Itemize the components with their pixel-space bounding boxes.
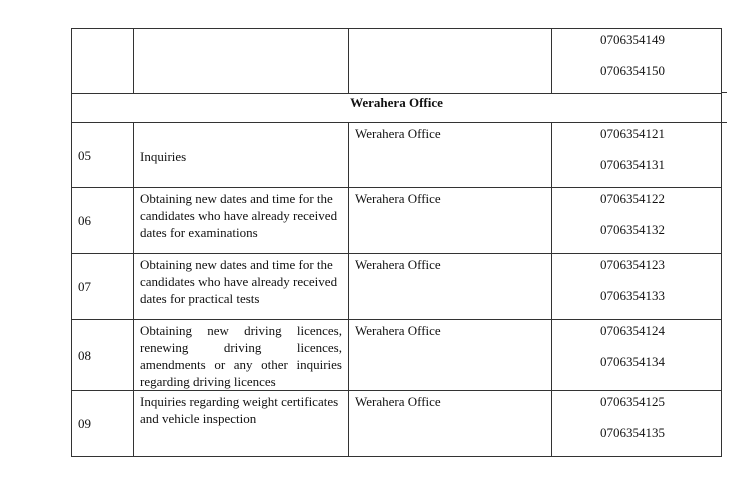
table-row bbox=[72, 29, 722, 94]
table-row bbox=[72, 188, 722, 254]
phone-numbers bbox=[552, 391, 722, 457]
service-description: Inquiries bbox=[134, 123, 349, 188]
phone-number: 0706354125 bbox=[600, 394, 665, 409]
table-row bbox=[72, 320, 722, 391]
row-number: 09 bbox=[72, 391, 134, 457]
phone-numbers bbox=[552, 29, 722, 94]
row-number: 08 bbox=[72, 320, 134, 391]
service-description: Obtaining new driving licences, renewing driving licences, amendments or any other inquiries regarding driving licences bbox=[134, 320, 349, 391]
service-description: Inquiries regarding weight certificates and vehicle inspection bbox=[134, 391, 349, 457]
table-row bbox=[72, 254, 722, 320]
office-name: Werahera Office bbox=[349, 188, 552, 254]
service-description: Obtaining new dates and time for the candidates who have already received dates for practical tests bbox=[134, 254, 349, 320]
phone-number: 0706354124 bbox=[600, 323, 665, 338]
office-name: Werahera Office bbox=[349, 254, 552, 320]
row-number: 05 bbox=[72, 123, 134, 188]
phone-numbers bbox=[552, 320, 722, 391]
phone-number: 0706354131 bbox=[600, 157, 665, 172]
office-contacts-table bbox=[71, 28, 722, 457]
phone-numbers bbox=[552, 188, 722, 254]
phone-number: 0706354133 bbox=[600, 288, 665, 303]
phone-number: 0706354123 bbox=[600, 257, 665, 272]
phone-number: 0706354149 bbox=[600, 32, 665, 47]
service-description bbox=[134, 29, 349, 94]
office-name: Werahera Office bbox=[349, 123, 552, 188]
phone-numbers bbox=[552, 123, 722, 188]
table-border-extension bbox=[721, 122, 727, 123]
row-number bbox=[72, 29, 134, 94]
table-row bbox=[72, 123, 722, 188]
section-header-row bbox=[72, 94, 722, 123]
section-title: Werahera Office bbox=[72, 94, 722, 123]
phone-number: 0706354134 bbox=[600, 354, 665, 369]
phone-number: 0706354121 bbox=[600, 126, 665, 141]
table-border-extension bbox=[721, 92, 727, 93]
phone-number: 0706354135 bbox=[600, 425, 665, 440]
service-description: Obtaining new dates and time for the candidates who have already received dates for examinations bbox=[134, 188, 349, 254]
office-name bbox=[349, 29, 552, 94]
phone-number: 0706354122 bbox=[600, 191, 665, 206]
phone-numbers bbox=[552, 254, 722, 320]
office-name: Werahera Office bbox=[349, 320, 552, 391]
table-row bbox=[72, 391, 722, 457]
row-number: 07 bbox=[72, 254, 134, 320]
row-number: 06 bbox=[72, 188, 134, 254]
phone-number: 0706354150 bbox=[600, 63, 665, 78]
office-name: Werahera Office bbox=[349, 391, 552, 457]
phone-number: 0706354132 bbox=[600, 222, 665, 237]
